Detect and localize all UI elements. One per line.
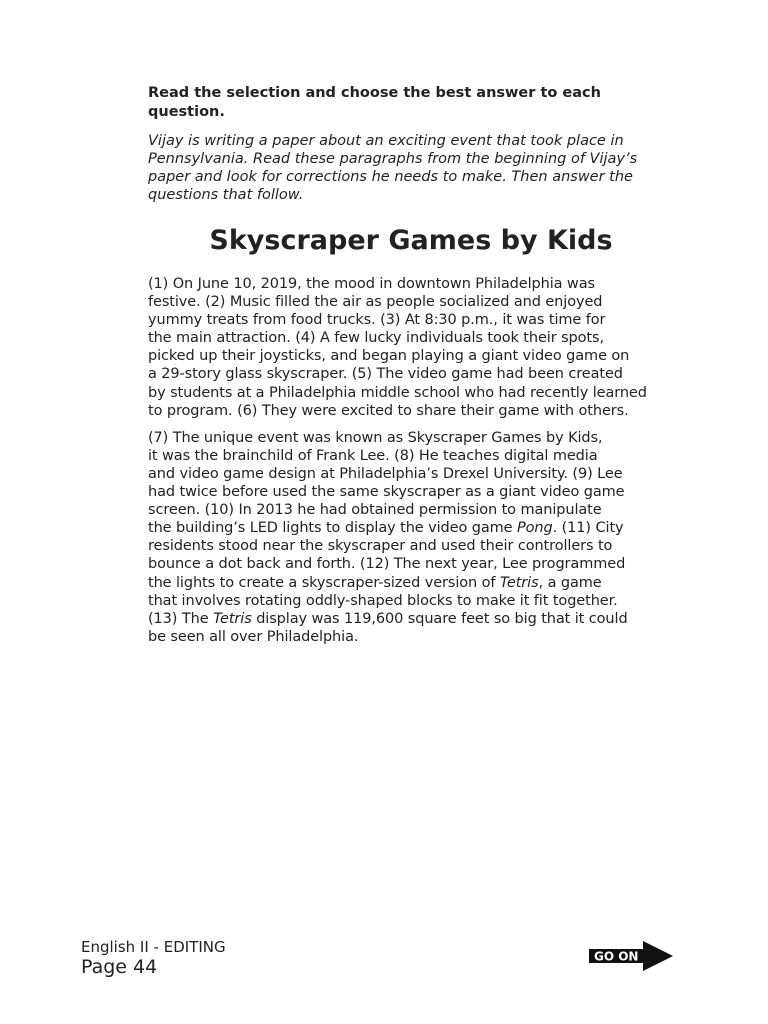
text-segment: (13) The <box>148 610 214 627</box>
passage-title: Skyscraper Games by Kids <box>209 225 613 256</box>
text-line: the main attraction. (4) A few lucky individuals took their spots, <box>148 330 604 347</box>
text-line: be seen all over Philadelphia. <box>148 628 359 645</box>
text-line: (7) The unique event was known as Skyscraper Games by Kids, <box>148 429 603 446</box>
page-footer <box>81 938 226 978</box>
text-segment: , a game <box>538 574 602 591</box>
game-title-pong: Pong <box>517 520 553 537</box>
text-line: to program. (6) They were excited to share their game with others. <box>148 402 629 419</box>
text-line <box>148 610 674 628</box>
text-line <box>148 519 674 537</box>
text-line: festive. (2) Music filled the air as people socialized and enjoyed <box>148 294 603 311</box>
text-line: yummy treats from food trucks. (3) At 8:30 p.m., it was time for <box>148 312 606 329</box>
text-line <box>148 574 674 592</box>
text-line: (1) On June 10, 2019, the mood in downtown Philadelphia was <box>148 276 595 292</box>
text-line: by students at a Philadelphia middle school who had recently learned <box>148 384 647 401</box>
text-segment: display was 119,600 square feet so big that it could <box>251 610 628 627</box>
intro-text: Vijay is writing a paper about an exciting event that took place in Pennsylvania. Read these paragraphs from the beginning of Vijay’s paper and look for corrections he needs to make. Then answer the questions that follow. <box>148 133 638 203</box>
text-line: had twice before used the same skyscraper as a giant video game <box>148 484 625 501</box>
paragraph-1 <box>148 275 674 420</box>
text-segment: the building’s LED lights to display the video game <box>148 520 517 537</box>
instructions: Read the selection and choose the best answer to each question. <box>148 85 601 120</box>
game-title-tetris: Tetris <box>499 574 539 591</box>
text-line: bounce a dot back and forth. (12) The next year, Lee programmed <box>148 556 626 573</box>
text-segment: the lights to create a skyscraper-sized version of <box>148 574 500 591</box>
go-on-label: GO ON <box>594 949 639 964</box>
text-line: screen. (10) In 2013 he had obtained permission to manipulate <box>148 502 602 519</box>
page-number: Page 44 <box>81 956 158 978</box>
text-line: picked up their joysticks, and began playing a giant video game on <box>148 348 630 365</box>
text-line: it was the brainchild of Frank Lee. (8) He teaches digital media <box>148 447 598 464</box>
text-line: a 29-story glass skyscraper. (5) The video game had been created <box>148 366 623 383</box>
game-title-tetris: Tetris <box>213 610 252 627</box>
subject-label: English II - EDITING <box>81 938 226 956</box>
go-on-arrow-icon <box>589 941 673 971</box>
paragraph-2 <box>148 429 674 646</box>
text-line: that involves rotating oddly-shaped blocks to make it fit together. <box>148 592 618 609</box>
text-line: residents stood near the skyscraper and used their controllers to <box>148 538 613 555</box>
reading-selection <box>148 84 674 655</box>
text-segment: . (11) City <box>552 520 624 537</box>
text-line: and video game design at Philadelphia’s Drexel University. (9) Lee <box>148 465 623 482</box>
